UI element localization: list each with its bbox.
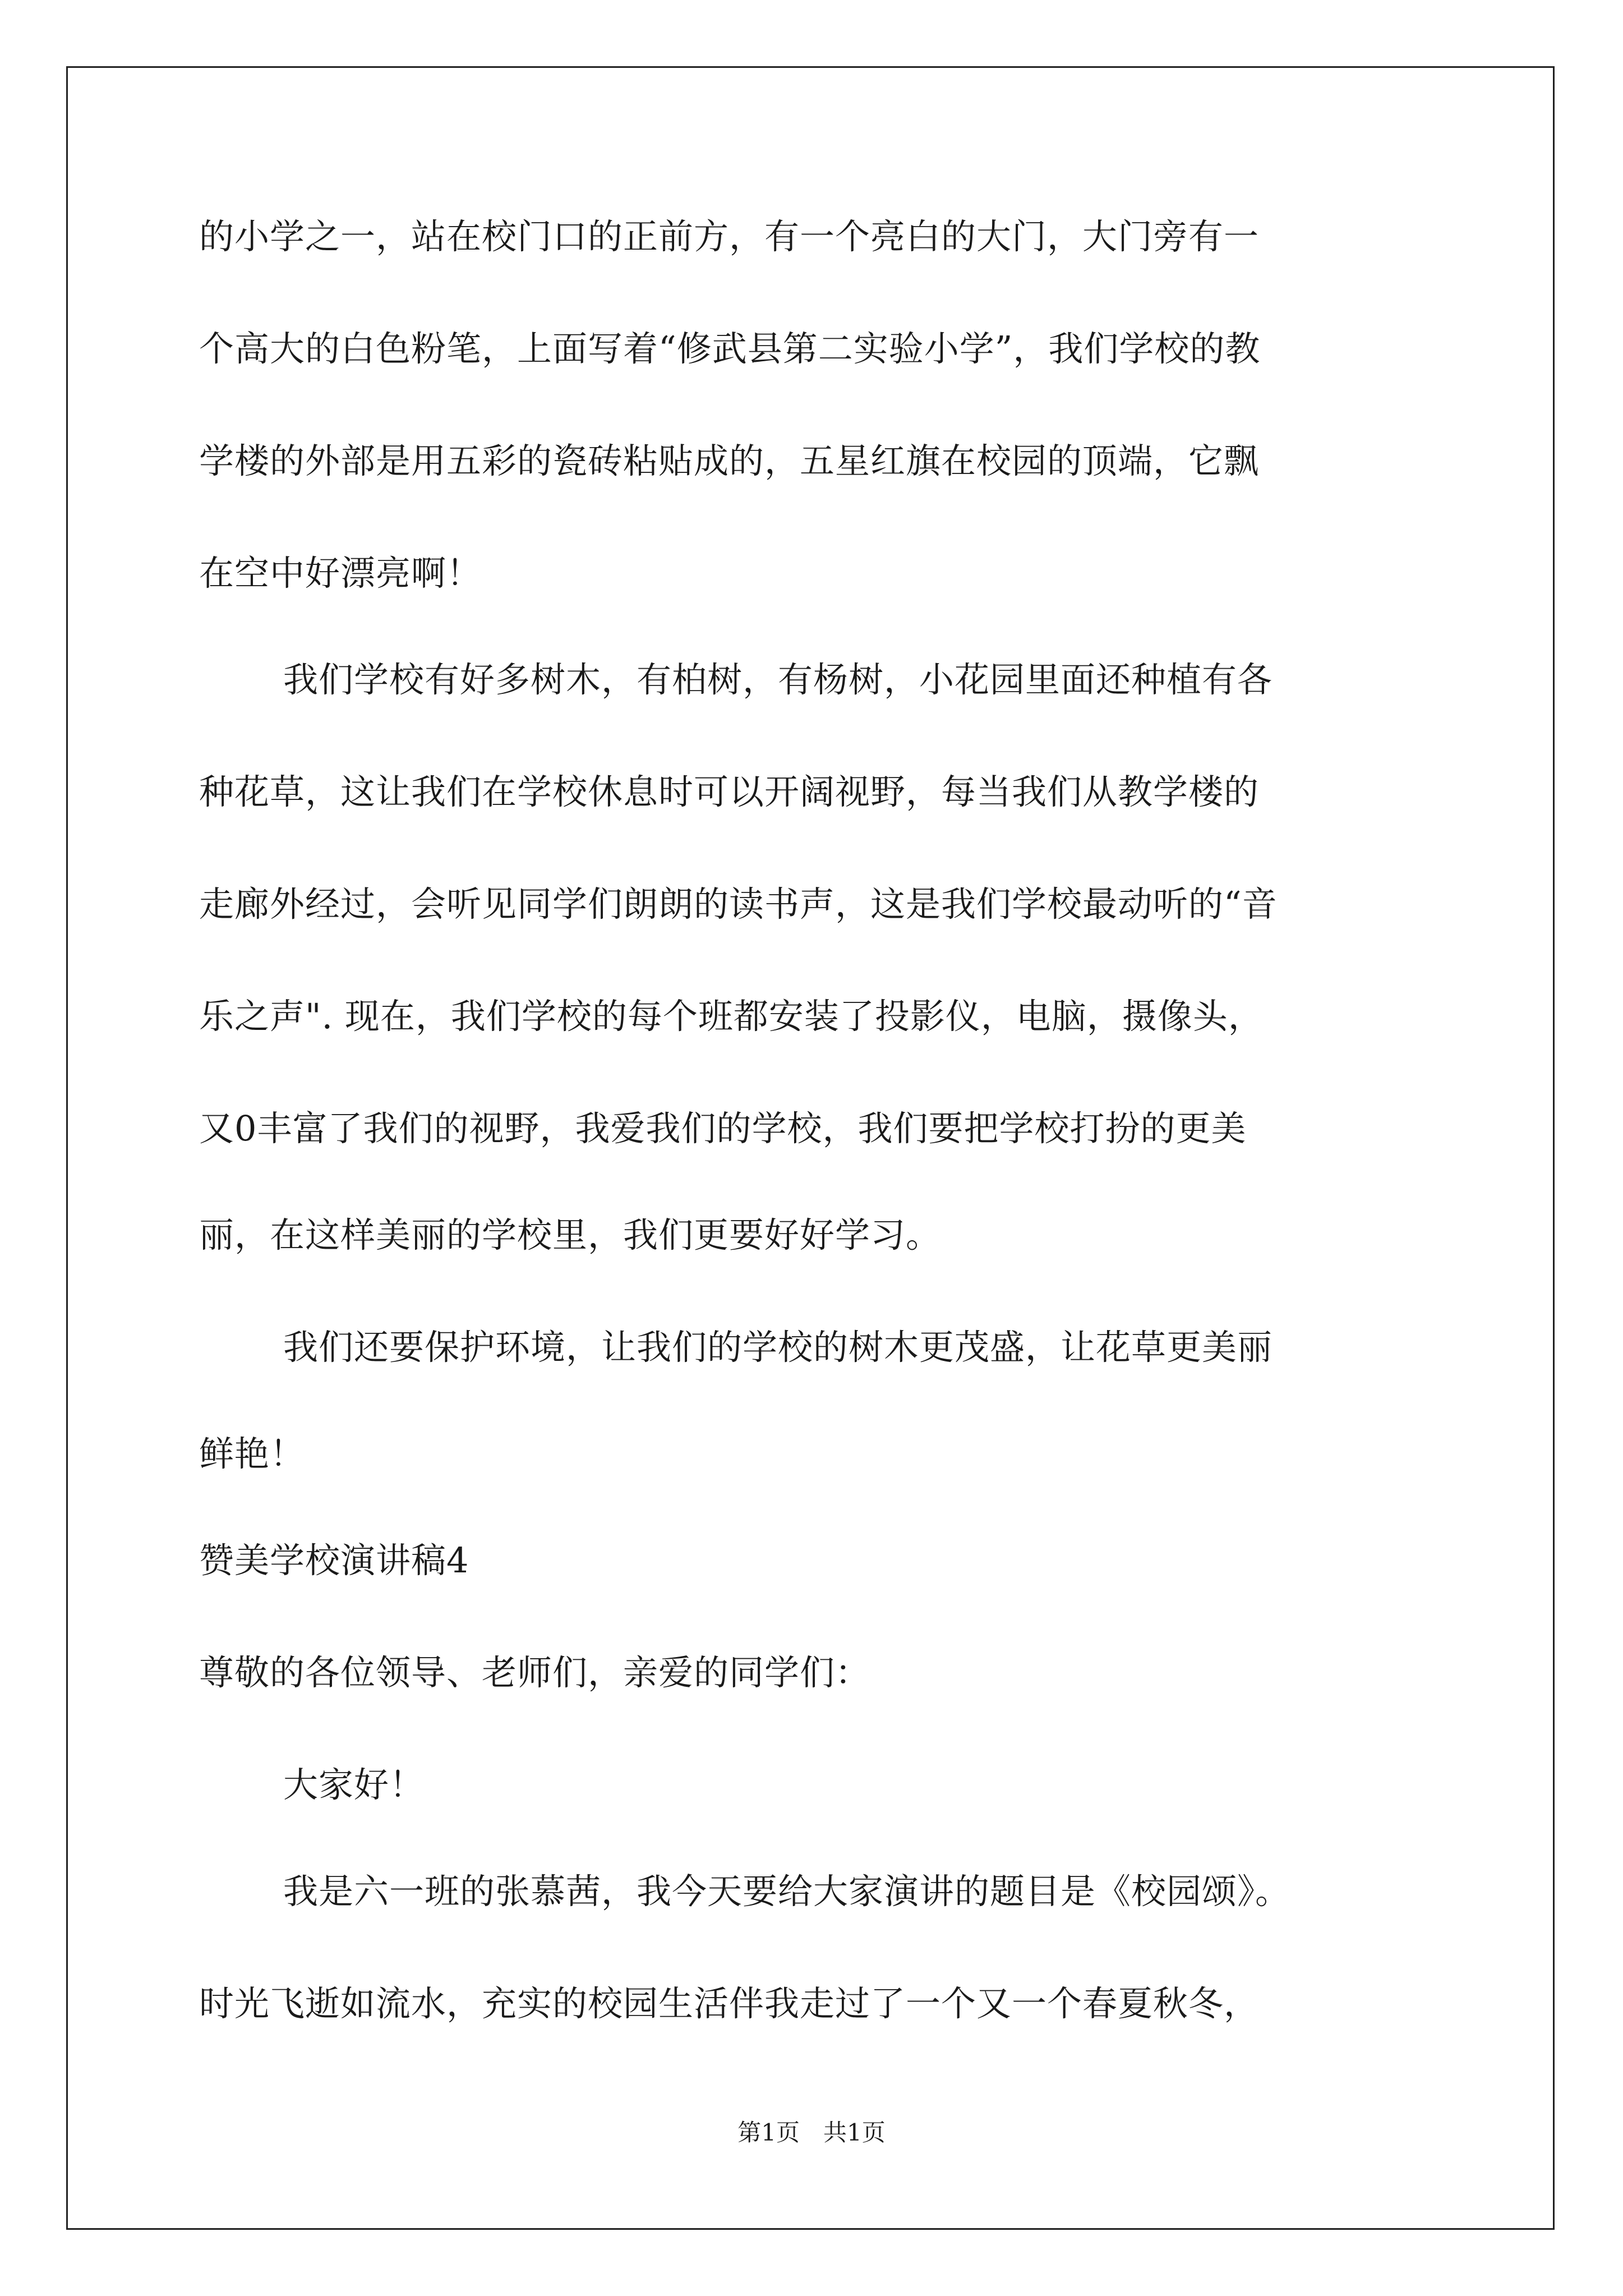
- text-line-7: 走廊外经过，会听见同学们朗朗的读书声，这是我们学校最动听的“音: [199, 884, 1278, 924]
- text-line-3: 学楼的外部是用五彩的瓷砖粘贴成的，五星红旗在校园的顶端，它飘: [199, 440, 1260, 481]
- paragraph-line-5: 我们学校有好多树木，有柏树，有杨树，小花园里面还种植有各: [283, 659, 1273, 700]
- text-line-4: 在空中好漂亮啊！: [199, 553, 482, 593]
- paragraph-line-16: 我是六一班的张慕茜，我今天要给大家演讲的题目是《校园颂》。: [283, 1871, 1291, 1912]
- text-line-12: 鲜艳！: [199, 1433, 306, 1474]
- text-line-2: 个高大的白色粉笔，上面写着“修武县第二实验小学”，我们学校的教: [199, 328, 1261, 369]
- text-line-9: 又0丰富了我们的视野，我爱我们的学校，我们要把学校打扮的更美: [199, 1108, 1247, 1149]
- paragraph-line-11: 我们还要保护环境，让我们的学校的树木更茂盛，让花草更美丽: [283, 1327, 1273, 1368]
- section-heading: 赞美学校演讲稿4: [199, 1540, 469, 1581]
- salutation-line: 尊敬的各位领导、老师们，亲爱的同学们：: [199, 1652, 871, 1693]
- text-line-1: 的小学之一，站在校门口的正前方，有一个亮白的大门，大门旁有一: [199, 216, 1260, 257]
- text-line-17: 时光飞逝如流水，充实的校园生活伴我走过了一个又一个春夏秋冬，: [199, 1983, 1260, 2024]
- page-footer: 第1页 共1页: [737, 2119, 886, 2146]
- text-line-6: 种花草，这让我们在学校休息时可以开阔视野，每当我们从教学楼的: [199, 771, 1260, 812]
- text-line-8: 乐之声". 现在，我们学校的每个班都安装了投影仪，电脑，摄像头，: [199, 996, 1264, 1037]
- text-line-10: 丽，在这样美丽的学校里，我们更要好好学习。: [199, 1214, 942, 1255]
- greeting-line: 大家好！: [283, 1764, 425, 1805]
